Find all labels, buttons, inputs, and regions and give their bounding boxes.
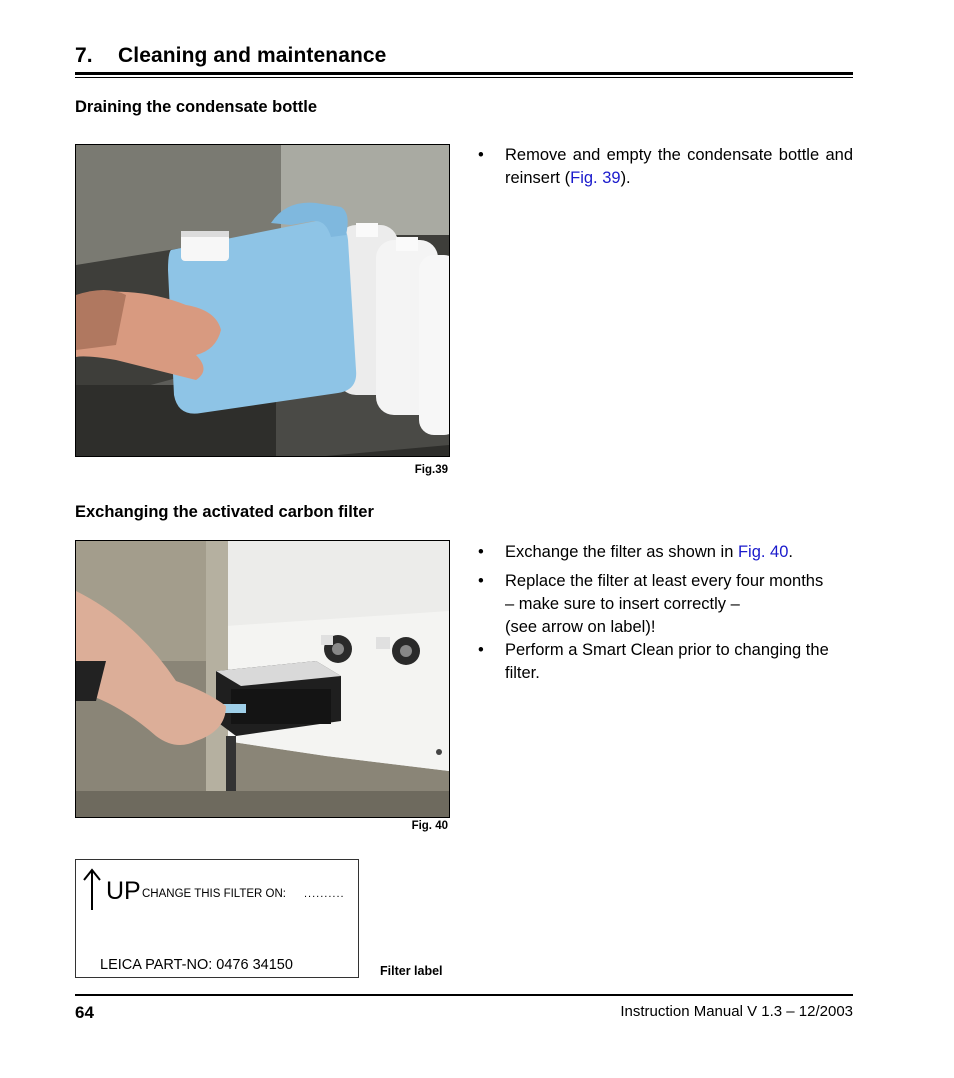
header-rule-thick <box>75 72 853 75</box>
section-heading-carbon-filter: Exchanging the activated carbon filter <box>75 503 374 521</box>
list-item <box>478 144 853 190</box>
list-item <box>478 639 853 685</box>
fig-39-link[interactable]: Fig. 39 <box>570 169 621 187</box>
filter-label-caption: Filter label <box>380 964 443 978</box>
bullet-list-carbon-filter <box>478 541 853 691</box>
label-date-dots: .......... <box>304 888 345 900</box>
bullet-dot: • <box>478 641 484 659</box>
label-change-text: CHANGE THIS FILTER ON: <box>142 888 286 900</box>
bullet-text: Remove and empty the condensate bottle and reinsert ( <box>505 146 853 187</box>
bullet-text-line3: (see arrow on label)! <box>505 618 656 636</box>
bullet-text-end: ). <box>620 169 631 187</box>
chapter-title: Cleaning and maintenance <box>118 44 387 67</box>
list-item <box>478 541 853 564</box>
bullet-text: Exchange the filter as shown in <box>505 543 738 561</box>
label-up-text: UP <box>106 877 141 905</box>
chapter-heading <box>75 44 386 68</box>
bullet-dot: • <box>478 543 484 561</box>
up-arrow-icon <box>82 868 102 912</box>
footer-rule <box>75 994 853 996</box>
figure-39-photo <box>75 144 450 457</box>
figure-40-photo <box>75 540 450 818</box>
bullet-text-line2: – make sure to insert correctly – <box>505 595 740 613</box>
bullet-dot: • <box>478 572 484 590</box>
figure-caption-40: Fig. 40 <box>411 820 448 832</box>
list-item <box>478 570 853 639</box>
figure-caption-39: Fig.39 <box>414 464 448 476</box>
bullet-dot: • <box>478 146 484 164</box>
label-part-number: LEICA PART-NO: 0476 34150 <box>100 957 293 973</box>
bullet-text-line1: Replace the filter at least every four months <box>505 572 824 590</box>
chapter-number: 7. <box>75 44 93 67</box>
bullet-text-end: . <box>788 543 794 561</box>
header-rule-thin <box>75 77 853 78</box>
bullet-list-draining <box>478 144 853 196</box>
fig-40-link[interactable]: Fig. 40 <box>737 543 789 561</box>
bullet-text: Perform a Smart Clean prior to changing the filter. <box>505 641 829 682</box>
photo-hand-carbon-filter <box>76 541 449 817</box>
page-number: 64 <box>75 1003 94 1022</box>
photo-hand-condensate-bottle <box>76 145 449 456</box>
section-heading-draining: Draining the condensate bottle <box>75 98 318 116</box>
filter-label-box <box>75 859 359 978</box>
manual-version: Instruction Manual V 1.3 – 12/2003 <box>620 1003 853 1020</box>
